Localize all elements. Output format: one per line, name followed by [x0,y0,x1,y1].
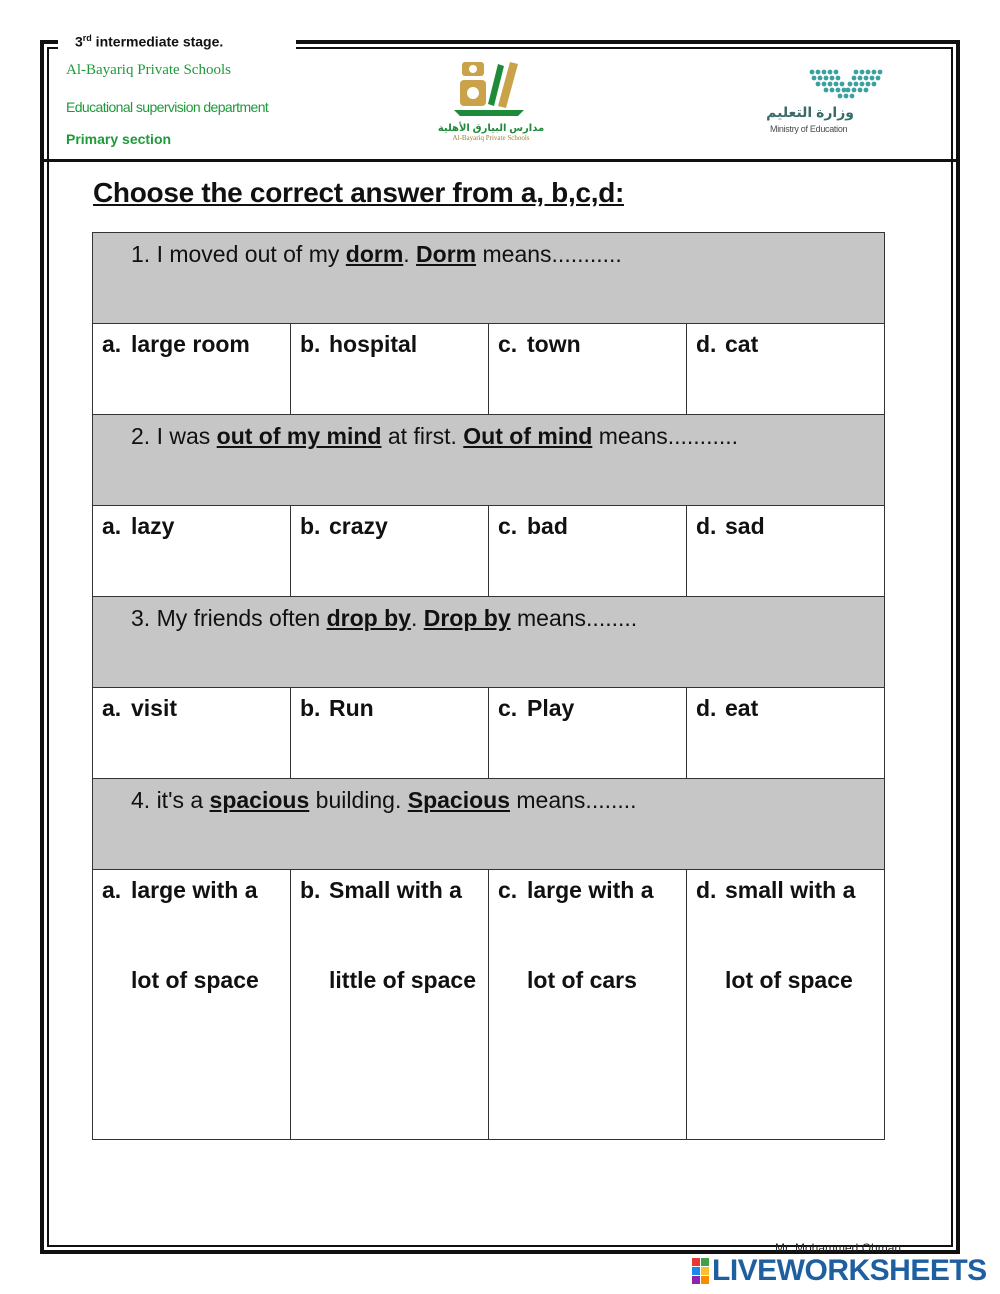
option-text: town [527,331,581,357]
question-middle: . [403,241,417,267]
option-text: lazy [131,513,175,539]
school-logo-english: Al-Bayariq Private Schools [452,134,530,142]
option-letter: d. [696,331,717,357]
question-term: out of my mind [216,423,382,449]
answer-option[interactable] [93,688,290,723]
options-row [93,870,885,1140]
ministry-logo-arabic: وزارة التعليم [766,104,854,120]
answer-option-cell[interactable] [489,506,687,597]
answer-option-cell[interactable] [291,324,489,415]
ministry-dots-icon [766,66,890,102]
option-letter: b. [300,513,321,539]
option-text: bad [527,513,568,539]
answer-option-cell[interactable] [291,870,489,1140]
question-suffix: means........ [510,605,638,631]
answer-option-cell[interactable] [687,688,885,779]
quiz-table [92,232,885,1140]
question-middle: building. [309,787,408,813]
option-letter: c. [498,695,518,721]
instructions-heading: Choose the correct answer from a, b,c,d: [93,177,625,208]
option-letter: b. [300,877,321,903]
answer-option[interactable] [93,324,290,359]
question-term: drop by [326,605,411,631]
question-text [93,415,884,451]
answer-option[interactable] [291,688,488,723]
question-middle: . [410,605,424,631]
answer-option-cell[interactable] [93,870,291,1140]
ministry-logo-english: Ministry of Education [770,124,848,134]
answer-option[interactable] [489,506,686,541]
answer-option[interactable] [687,506,884,541]
option-text: large with a lot of cars [527,877,654,993]
question-prefix: 4. it's a [131,787,210,813]
question-row [93,233,885,324]
option-text: visit [131,695,178,721]
question-text [93,597,884,633]
school-logo-arabic: مدارس البيارق الأهلية [437,123,545,134]
option-letter: d. [696,695,717,721]
answer-option[interactable] [687,324,884,359]
option-text: hospital [329,331,418,357]
option-text: crazy [329,513,388,539]
answer-option[interactable] [489,324,686,359]
question-row [93,597,885,688]
question-prefix: 2. I was [131,423,217,449]
ministry-logo [766,66,890,136]
question-middle: at first. [381,423,464,449]
grade-stage: 3rd intermediate stage. [75,33,224,50]
answer-option[interactable] [489,840,686,1025]
option-text: sad [725,513,765,539]
options-row [93,688,885,779]
option-text: Play [527,695,575,721]
question-text [93,233,884,269]
liveworksheets-wordmark: LIVEWORKSHEETS [712,1254,987,1287]
option-text: Small with a little of space [329,877,476,993]
question-prefix: 1. I moved out of my [131,241,346,267]
school-section: Primary section [66,131,172,147]
options-row [93,324,885,415]
question-suffix: means........... [592,423,739,449]
question-row [93,415,885,506]
answer-option-cell[interactable] [489,870,687,1140]
answer-option-cell[interactable] [489,688,687,779]
school-department: Educational supervision department [66,99,269,115]
question-term-repeat: Drop by [423,605,511,631]
answer-option[interactable] [687,688,884,723]
option-letter: b. [300,695,321,721]
question-suffix: means........... [476,241,622,267]
author-credit: Mr. Mohammed Ohman [775,1241,902,1255]
option-letter: c. [498,331,518,357]
answer-option-cell[interactable] [93,688,291,779]
school-logo [436,54,546,146]
answer-option-cell[interactable] [489,324,687,415]
answer-option[interactable] [687,840,884,1025]
option-text: Run [329,695,374,721]
school-name: Al-Bayariq Private Schools [66,62,231,78]
option-text: large with a lot of space [131,877,259,993]
option-text: large room [131,331,250,357]
option-letter: a. [102,513,122,539]
question-term: dorm [345,241,404,267]
option-letter: c. [498,513,518,539]
question-prefix: 3. My friends often [131,605,327,631]
answer-option[interactable] [93,506,290,541]
question-term-repeat: Dorm [416,241,477,267]
option-text: eat [725,695,759,721]
answer-option[interactable] [291,324,488,359]
answer-option-cell[interactable] [687,506,885,597]
option-letter: d. [696,877,717,903]
option-letter: c. [498,877,518,903]
question-term-repeat: Spacious [407,787,510,813]
answer-option[interactable] [489,688,686,723]
answer-option-cell[interactable] [93,506,291,597]
answer-option-cell[interactable] [687,870,885,1140]
header-divider [44,159,956,162]
question-term-repeat: Out of mind [463,423,593,449]
liveworksheets-brand [692,1256,987,1286]
options-row [93,506,885,597]
option-letter: d. [696,513,717,539]
answer-option-cell[interactable] [687,324,885,415]
liveworksheets-logo-icon [692,1258,709,1284]
option-letter: b. [300,331,321,357]
answer-option-cell[interactable] [93,324,291,415]
answer-option[interactable] [93,840,290,1025]
option-letter: a. [102,695,122,721]
option-text: small with a lot of space [725,877,856,993]
answer-option-cell[interactable] [291,506,489,597]
answer-option-cell[interactable] [291,688,489,779]
question-term: spacious [209,787,310,813]
question-text [93,779,884,815]
answer-option[interactable] [291,840,488,1025]
option-letter: a. [102,877,122,903]
option-letter: a. [102,331,122,357]
book-logo-icon [436,54,546,124]
question-suffix: means........ [510,787,637,813]
answer-option[interactable] [291,506,488,541]
option-text: cat [725,331,759,357]
